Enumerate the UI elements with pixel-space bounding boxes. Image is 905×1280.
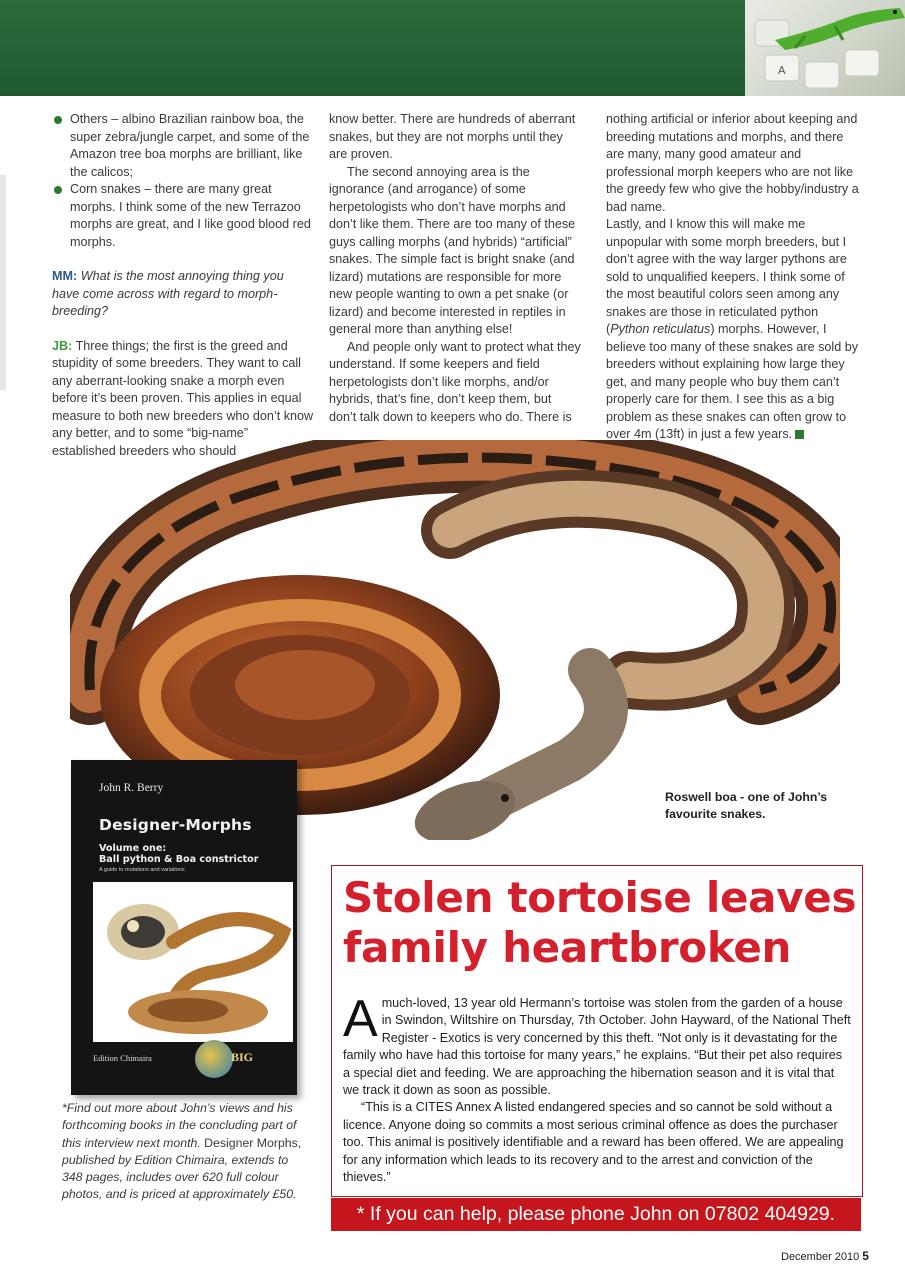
book-subtitle: A guide to mutations and variations [99, 867, 185, 873]
interview-question [52, 268, 314, 321]
bullet-list [52, 111, 314, 251]
book-volume-number: Volume one: [99, 843, 167, 854]
svg-text:A: A [778, 64, 786, 77]
lizard-keyboard-photo [745, 0, 905, 96]
news-paragraph-text: much-loved, 13 year old Hermann’s tortoise was stolen from the garden of a house in Swindon, Wiltshire on Thursday, 7th October. John Hayward, of the National Theft Register - Exotics is very concerned by this theft. “Not only is it devastating for the family who have had this tortoise for many years,” he explains. “But their pet also requires a special diet and feeding. We are approaching the hibernation season and it is vital that we track it down as soon as possible. [343, 996, 851, 1098]
species-name: Python reticulatus [610, 322, 711, 336]
book-cover [71, 760, 297, 1095]
news-paragraph: “This is a CITES Annex A listed endangered species and so cannot be sold without a licence. Anyone doing so commits a most serious criminal offence as does the purchaser too. This animal is positively identifiable and a reward has been offered. We are appealing for any information which leads to its recovery and to the arrest and conviction of the thieves.” [343, 1100, 844, 1185]
phone-appeal-bar: * If you can help, please phone John on 07802 404929. [331, 1198, 861, 1231]
drop-cap: A [343, 990, 378, 1048]
book-caption-title: Designer Morphs, [200, 1135, 302, 1150]
text-column-2 [329, 111, 581, 426]
paragraph-text: Lastly, and I know this will make me unpopular with some morph breeders, but I don’t agree with the way larger pythons are sold to unqualified keepers. I think some of the most beautiful colors seen among any snakes are those in reticulated python ( [606, 217, 847, 336]
page-footer [781, 1249, 869, 1263]
book-caption-text: published by Edition Chimaira, extends to 348 pages, includes over 620 full colour photos, and is priced at approximately £50. [62, 1152, 297, 1202]
book-cover-photo [93, 882, 293, 1042]
page-number: 5 [862, 1249, 869, 1263]
book-title: Designer-Morphs [99, 816, 252, 834]
news-paragraph [343, 990, 851, 1099]
question-text: What is the most annoying thing you have come across with regard to morph-breeding? [52, 269, 284, 318]
bullet-item: Corn snakes – there are many great morphs. I think some of the new Terrazoo morphs are great, and I like good blood red morphs. [52, 181, 314, 251]
book-caption [62, 1100, 302, 1204]
text-column-3 [606, 111, 862, 444]
news-headline: Stolen tortoise leaves family heartbroken [343, 873, 857, 972]
book-caption-text: *Find out more about John’s views and his forthcoming books in the concluding part of this interview next month. [62, 1101, 297, 1150]
answer-label: JB: [52, 338, 73, 353]
book-volume-title: Ball python & Boa constrictor [99, 854, 259, 865]
book-publisher: Edition Chimaira [93, 1053, 152, 1063]
issue-date: December 2010 [781, 1251, 860, 1263]
paragraph [606, 216, 862, 444]
paragraph: And people only want to protect what they understand. If some keepers and field herpetologists don’t like morphs, and/or hybrids, that’s fine, don’t keep them, but don’t talk down to keepers who do. There is [329, 339, 581, 424]
book-author: John R. Berry [99, 782, 164, 794]
text-column-1 [52, 111, 314, 460]
paragraph: The second annoying area is the ignorance (and arrogance) of some herpetologists who don’t have morphs and don’t like them. There are too many of these guys calling morphs (and hybrids) “artificial” snakes. The simple fact is bright snake (and lizard) mutations are responsible for more new people wanting to own a pet snake (or lizard) and become interested in reptiles in general more than anything else! [329, 164, 576, 336]
paragraph: nothing artificial or inferior about keeping and breeding mutations and morphs, and there are many, many good amateur and professional morph keepers who are not like the greedy few who give the hobby/industry a bad name. [606, 112, 859, 214]
end-mark-icon [795, 430, 804, 439]
paragraph-text: ) morphs. However, I believe too many of these snakes are sold by breeders without explaining how large they get, and many people who buy them can’t properly care for them. I see this as a big problem as these snakes can often grow to over 4m (13ft) in just a few years. [606, 322, 859, 441]
photo-caption: Roswell boa - one of John’s favourite snakes. [665, 790, 828, 821]
globe-logo-icon [195, 1040, 233, 1078]
question-label: MM: [52, 269, 78, 283]
paragraph: know better. There are hundreds of aberrant snakes, but they are not morphs until they are proven. [329, 112, 576, 161]
bullet-item: Others – albino Brazilian rainbow boa, the super zebra/jungle carpet, and some of the Amazon tree boa morphs are brilliant, like the calicos; [52, 111, 314, 181]
news-body [343, 990, 851, 1186]
answer-text: Three things; the first is the greed and stupidity of some breeders. They want to call any aberrant-looking snake a morph even before it’s been proven. This applies in equal measure to both new breeders who don’t know any better, and to some “big-name” established breeders who should [52, 338, 314, 458]
book-volume [99, 843, 258, 865]
page-edge-strip [0, 175, 6, 390]
big-logo-text: BIG [231, 1050, 254, 1064]
